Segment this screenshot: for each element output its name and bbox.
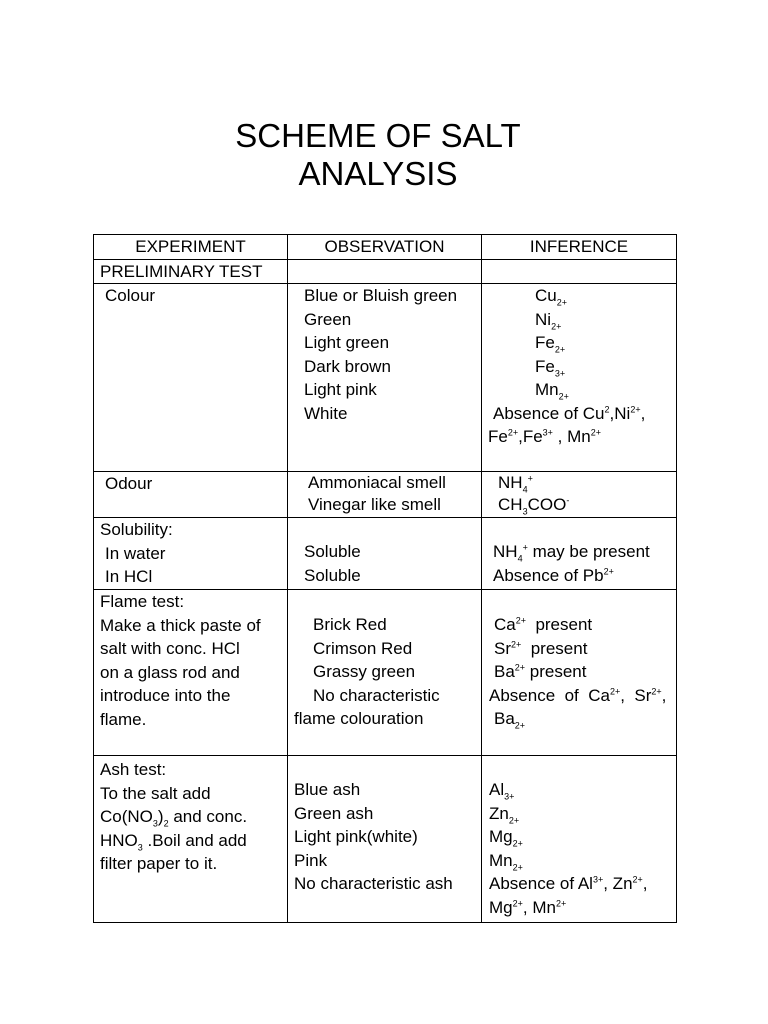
ash-test-row bbox=[94, 756, 677, 923]
odour-row bbox=[94, 472, 677, 518]
ash-test-experiment: Ash test: To the salt add $Co(NO_3)_2$ and conc. $HNO_3$ .Boil and add filter paper to it. bbox=[94, 756, 288, 923]
solubility-experiment: Solubility: In water In HCl bbox=[94, 518, 288, 590]
flame-test-inferences: $Ca^{2+}$ present $Sr^{2+}$ present $Ba^{2+}$ present Absence of $Ca^{2+}$, $Sr^{2+}$, $Ba_{2+}$ bbox=[482, 590, 677, 756]
solubility-inferences: $NH_4^+$ may be present Absence of $Pb^{2+}$ bbox=[482, 518, 677, 590]
ash-test-inferences: $Al_{3+}$ $Zn_{2+}$ $Mg_{2+}$ $Mn_{2+}$ Absence of $Al^{3+}$, $Zn^{2+}$, $Mg^{2+}$, $Mn^{2+}$ bbox=[482, 756, 677, 923]
odour-observations: Ammoniacal smell Vinegar like smell bbox=[288, 472, 482, 518]
colour-absence-line2: $Fe^{2+},Fe^{3+}$ , $Mn^{2+}$ bbox=[488, 427, 601, 446]
flame-test-experiment: Flame test: Make a thick paste of salt with conc. HCl on a glass rod and introduce into the flame. bbox=[94, 590, 288, 756]
ash-absence-line1: Absence of $Al^{3+}$, $Zn^{2+}$, bbox=[489, 874, 648, 893]
header-row bbox=[94, 235, 677, 260]
colour-absence-line1: Absence of $Cu^2,Ni^{2+}$, bbox=[493, 403, 646, 423]
ash-absence-line2: $Mg^{2+}$, $Mn^{2+}$ bbox=[489, 897, 567, 917]
page-title bbox=[0, 117, 756, 193]
colour-row bbox=[94, 284, 677, 472]
flame-test-row bbox=[94, 590, 677, 756]
header-observation: OBSERVATION bbox=[288, 235, 482, 260]
title-line-2: ANALYSIS bbox=[298, 155, 458, 192]
odour-inferences: $NH_4^+$ $CH_3COO^-$ bbox=[482, 472, 677, 518]
solubility-observations: Soluble Soluble bbox=[288, 518, 482, 590]
colour-inferences: $Cu_{2+}$ $Ni_{2+}$ $Fe_{2+}$ $Fe_{3+}$ $Mn_{2+}$ Absence of $Cu^2,Ni^{2+}$, $Fe^{2+},Fe^{3+}$ , $Mn^{2+}$ bbox=[482, 284, 677, 472]
flame-test-observations: Brick Red Crimson Red Grassy green No characteristic flame colouration bbox=[288, 590, 482, 756]
colour-experiment: Colour bbox=[94, 284, 288, 472]
preliminary-row bbox=[94, 259, 677, 284]
solubility-row bbox=[94, 518, 677, 590]
header-inference: INFERENCE bbox=[482, 235, 677, 260]
header-experiment: EXPERIMENT bbox=[94, 235, 288, 260]
salt-analysis-table bbox=[93, 234, 677, 923]
ash-test-observations: Blue ash Green ash Light pink(white) Pink No characteristic ash bbox=[288, 756, 482, 923]
odour-experiment: Odour bbox=[94, 472, 288, 518]
title-line-1: SCHEME OF SALT bbox=[235, 117, 521, 154]
colour-observations: Blue or Bluish green Green Light green Dark brown Light pink White bbox=[288, 284, 482, 472]
preliminary-label: PRELIMINARY TEST bbox=[94, 259, 288, 284]
